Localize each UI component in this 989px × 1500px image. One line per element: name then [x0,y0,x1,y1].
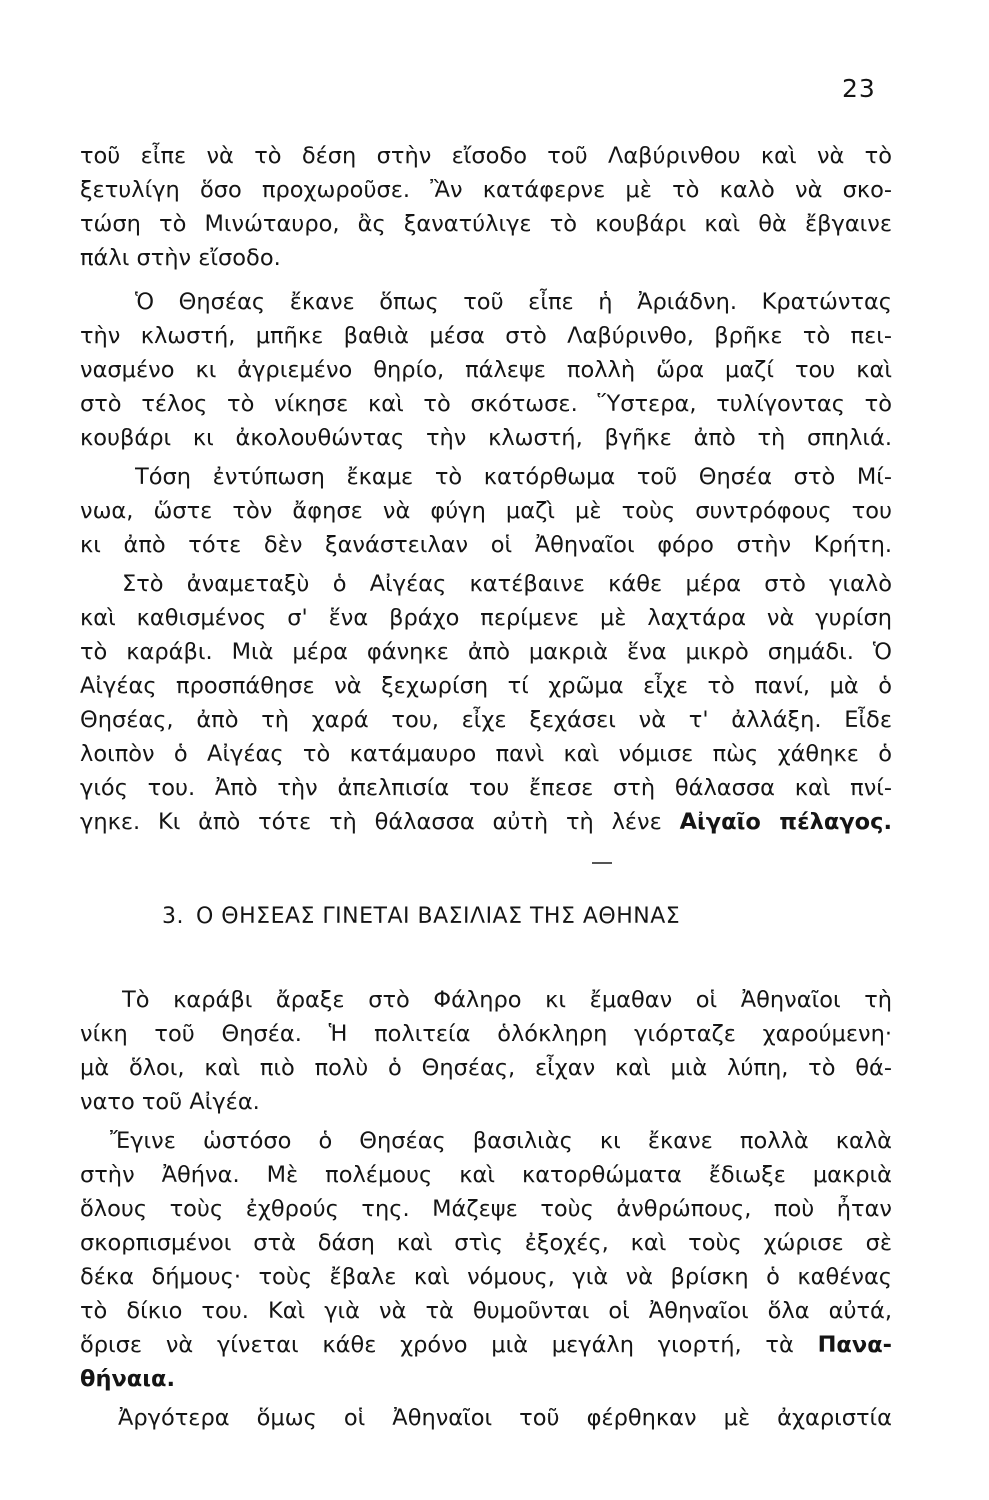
text-line: τὸ καράβι. Μιὰ μέρα φάνηκε ἀπὸ μακριὰ ἕνα μικρὸ σημάδι. Ὁ [80,639,892,665]
text-line: μὰ ὅλοι, καὶ πιὸ πολὺ ὁ Θησέας, εἶχαν καὶ μιὰ λύπη, τὸ θά- [80,1055,892,1081]
text-line: ὅλους τοὺς ἐχθρούς της. Μάζεψε τοὺς ἀνθρώπους, ποὺ ἦταν [80,1196,892,1222]
section-title: Ο ΘΗΣΕΑΣ ΓΙΝΕΤΑΙ ΒΑΣΙΛΙΑΣ ΤΗΣ ΑΘΗΝΑΣ [196,904,681,929]
text-line: σκορπισμένοι στὰ δάση καὶ στὶς ἐξοχές, καὶ τοὺς χώρισε σὲ [80,1230,892,1256]
section-heading [162,902,680,932]
text-line: Στὸ ἀναμεταξὺ ὁ Αἰγέας κατέβαινε κάθε μέρα στὸ γιαλὸ [122,571,892,597]
text-line: τοῦ εἶπε νὰ τὸ δέση στὴν εἴσοδο τοῦ Λαβύρινθου καὶ νὰ τὸ [80,143,892,169]
text-fragment: ὅρισε νὰ γίνεται κάθε χρόνο μιὰ μεγάλη γιορτή, τὰ [80,1332,794,1358]
bold-term-aegean-sea: Αἰγαῖο πέλαγος. [679,809,892,835]
text-line: πάλι στὴν εἴσοδο. [80,245,281,271]
text-line: στὴν Ἀθήνα. Μὲ πολέμους καὶ κατορθώματα ἔδιωξε μακριὰ [80,1162,892,1188]
text-line: γιός του. Ἀπὸ τὴν ἀπελπισία του ἔπεσε στὴ θάλασσα καὶ πνί- [80,775,892,801]
text-line: στὸ τέλος τὸ νίκησε καὶ τὸ σκότωσε. Ὕστερα, τυλίγοντας τὸ [80,391,892,417]
text-line: ξετυλίγη ὅσο προχωροῦσε. Ἂν κατάφερνε μὲ τὸ καλὸ νὰ σκο- [80,177,892,203]
bold-term-panathenaia: Πανα- [817,1332,892,1358]
text-line: νατο τοῦ Αἰγέα. [80,1089,260,1115]
text-line: νωα, ὥστε τὸν ἄφησε νὰ φύγη μαζὶ μὲ τοὺς συντρόφους του [80,498,892,524]
text-line: Ἔγινε ὡστόσο ὁ Θησέας βασιλιὰς κι ἔκανε πολλὰ καλὰ [110,1128,892,1154]
text-line: δέκα δήμους· τοὺς ἔβαλε καὶ νόμους, γιὰ νὰ βρίσκη ὁ καθένας [80,1264,892,1290]
section-number: 3. [162,904,184,929]
text-line: νίκη τοῦ Θησέα. Ἡ πολιτεία ὁλόκληρη γιόρταζε χαρούμενη· [80,1021,892,1047]
bold-term-panathenaia-end: θήναια. [80,1366,176,1392]
section-divider [592,862,612,864]
text-line: νασμένο κι ἀγριεμένο θηρίο, πάλεψε πολλὴ ὥρα μαζί του καὶ [80,357,892,383]
text-line-with-bold [80,1329,892,1362]
text-line: λοιπὸν ὁ Αἰγέας τὸ κατάμαυρο πανὶ καὶ νόμισε πὼς χάθηκε ὁ [80,741,892,767]
text-line: Τὸ καράβι ἄραξε στὸ Φάληρο κι ἔμαθαν οἱ Ἀθηναῖοι τὴ [122,987,892,1013]
text-line: Ὁ Θησέας ἔκανε ὅπως τοῦ εἶπε ἡ Ἀριάδνη. Κρατώντας [135,289,892,315]
text-line: τώση τὸ Μινώταυρο, ἂς ξανατύλιγε τὸ κουβάρι καὶ θὰ ἔβγαινε [80,211,892,237]
text-line-with-bold [80,806,892,839]
text-line: κι ἀπὸ τότε δὲν ξανάστειλαν οἱ Ἀθηναῖοι φόρο στὴν Κρήτη. [80,532,892,558]
text-line: Αἰγέας προσπάθησε νὰ ξεχωρίση τί χρῶμα εἶχε τὸ πανί, μὰ ὁ [80,673,892,699]
text-line [80,1363,892,1396]
text-line: Τόση ἐντύπωση ἔκαμε τὸ κατόρθωμα τοῦ Θησέα στὸ Μί- [135,464,892,490]
page-number: 23 [842,74,876,103]
text-fragment: γηκε. Κι ἀπὸ τότε τὴ θάλασσα αὐτὴ τὴ λένε [80,809,662,835]
text-line: κουβάρι κι ἀκολουθώντας τὴν κλωστή, βγῆκε ἀπὸ τὴ σπηλιά. [80,425,892,451]
text-line: καὶ καθισμένος σ' ἕνα βράχο περίμενε μὲ λαχτάρα νὰ γυρίση [80,605,892,631]
text-line: Ἀργότερα ὅμως οἱ Ἀθηναῖοι τοῦ φέρθηκαν μὲ ἀχαριστία [118,1405,892,1431]
text-line: τὴν κλωστή, μπῆκε βαθιὰ μέσα στὸ Λαβύρινθο, βρῆκε τὸ πει- [80,323,892,349]
text-line: Θησέας, ἀπὸ τὴ χαρά του, εἶχε ξεχάσει νὰ τ' ἀλλάξη. Εἶδε [80,707,892,733]
text-line: τὸ δίκιο του. Καὶ γιὰ νὰ τὰ θυμοῦνται οἱ Ἀθηναῖοι ὅλα αὐτά, [80,1298,892,1324]
